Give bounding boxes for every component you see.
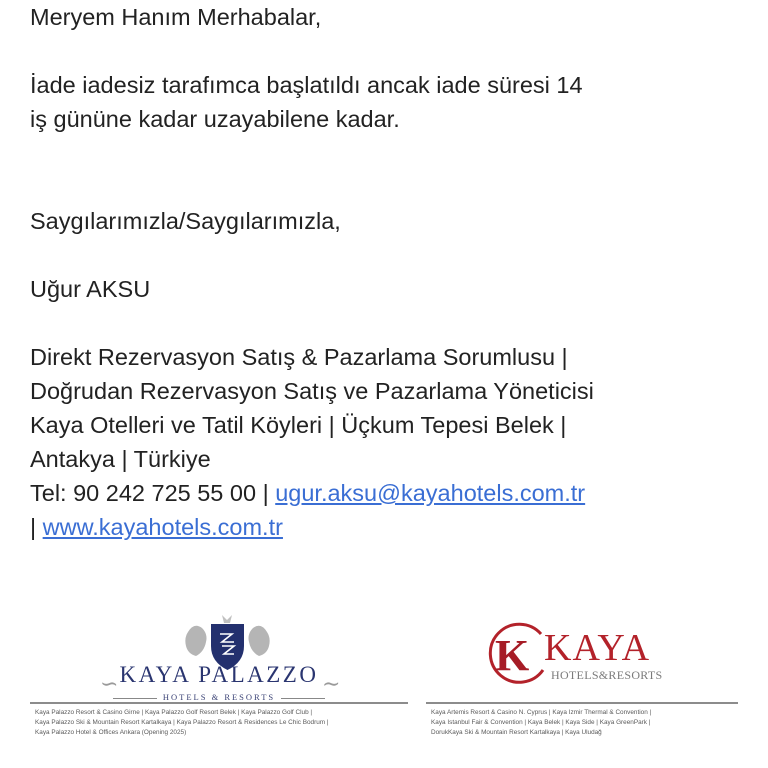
separator: | <box>30 514 43 540</box>
phone-number: Tel: 90 242 725 55 00 | <box>30 480 276 506</box>
kaya-hotels-name: KAYA <box>544 627 651 669</box>
kaya-hotels-subtitle: HOTELS&RESORTS <box>551 668 663 682</box>
kaya-palazzo-subtitle: HOTELS & RESORTS <box>30 692 408 702</box>
property-line: Kaya Istanbul Fair & Convention | Kaya Belek | Kaya Side | Kaya GreenPark | <box>431 719 651 726</box>
property-line: Kaya Palazzo Ski & Mountain Resort Kartalkaya | Kaya Palazzo Resort & Residences Le Chic Bodrum | <box>35 719 329 726</box>
company-location: Antakya | Türkiye <box>30 446 211 472</box>
greeting: Meryem Hanım Merhabalar, <box>30 4 322 30</box>
kaya-palazzo-name: KAYA PALAZZO <box>119 662 319 687</box>
sender-name: Uğur AKSU <box>30 276 151 302</box>
website-line <box>30 510 750 544</box>
circled-k-icon <box>481 622 551 684</box>
property-line: Kaya Palazzo Hotel & Offices Ankara (Opening 2025) <box>35 729 187 736</box>
contact-line <box>30 476 750 510</box>
kaya-hotels-properties <box>431 708 739 738</box>
property-line: Kaya Artemis Resort & Casino N. Cyprus | Kaya Izmir Thermal & Convention | <box>431 709 652 716</box>
email-link[interactable]: ugur.aksu@kayahotels.com.tr <box>275 480 586 506</box>
body-line: İade iadesiz tarafımca başlatıldı ancak iade süresi 14 <box>30 72 583 98</box>
closing: Saygılarımızla/Saygılarımızla, <box>30 208 341 234</box>
signature-logos <box>0 600 768 768</box>
property-line: Kaya Palazzo Resort & Casino Girne | Kaya Palazzo Golf Resort Belek | Kaya Palazzo Golf Club | <box>35 709 313 716</box>
email-body <box>30 0 750 544</box>
job-title: Direkt Rezervasyon Satış & Pazarlama Sorumlusu | <box>30 344 568 370</box>
ornament-icon: ∽ <box>100 672 119 697</box>
property-line: DorukKaya Ski & Mountain Resort Kartalkaya | Kaya Uludağ <box>431 729 602 736</box>
company-address: Kaya Otelleri ve Tatil Köyleri | Üçkum Tepesi Belek | <box>30 412 567 438</box>
website-link[interactable]: www.kayahotels.com.tr <box>42 514 283 540</box>
divider <box>30 702 408 704</box>
ornament-icon: ∼ <box>322 672 341 697</box>
svg-text:K: K <box>495 631 530 680</box>
kaya-palazzo-properties <box>35 708 407 738</box>
job-title-alt: Doğrudan Rezervasyon Satış ve Pazarlama Yöneticisi <box>30 378 594 404</box>
divider <box>426 702 738 704</box>
body-line: iş gününe kadar uzayabilene kadar. <box>30 106 400 132</box>
